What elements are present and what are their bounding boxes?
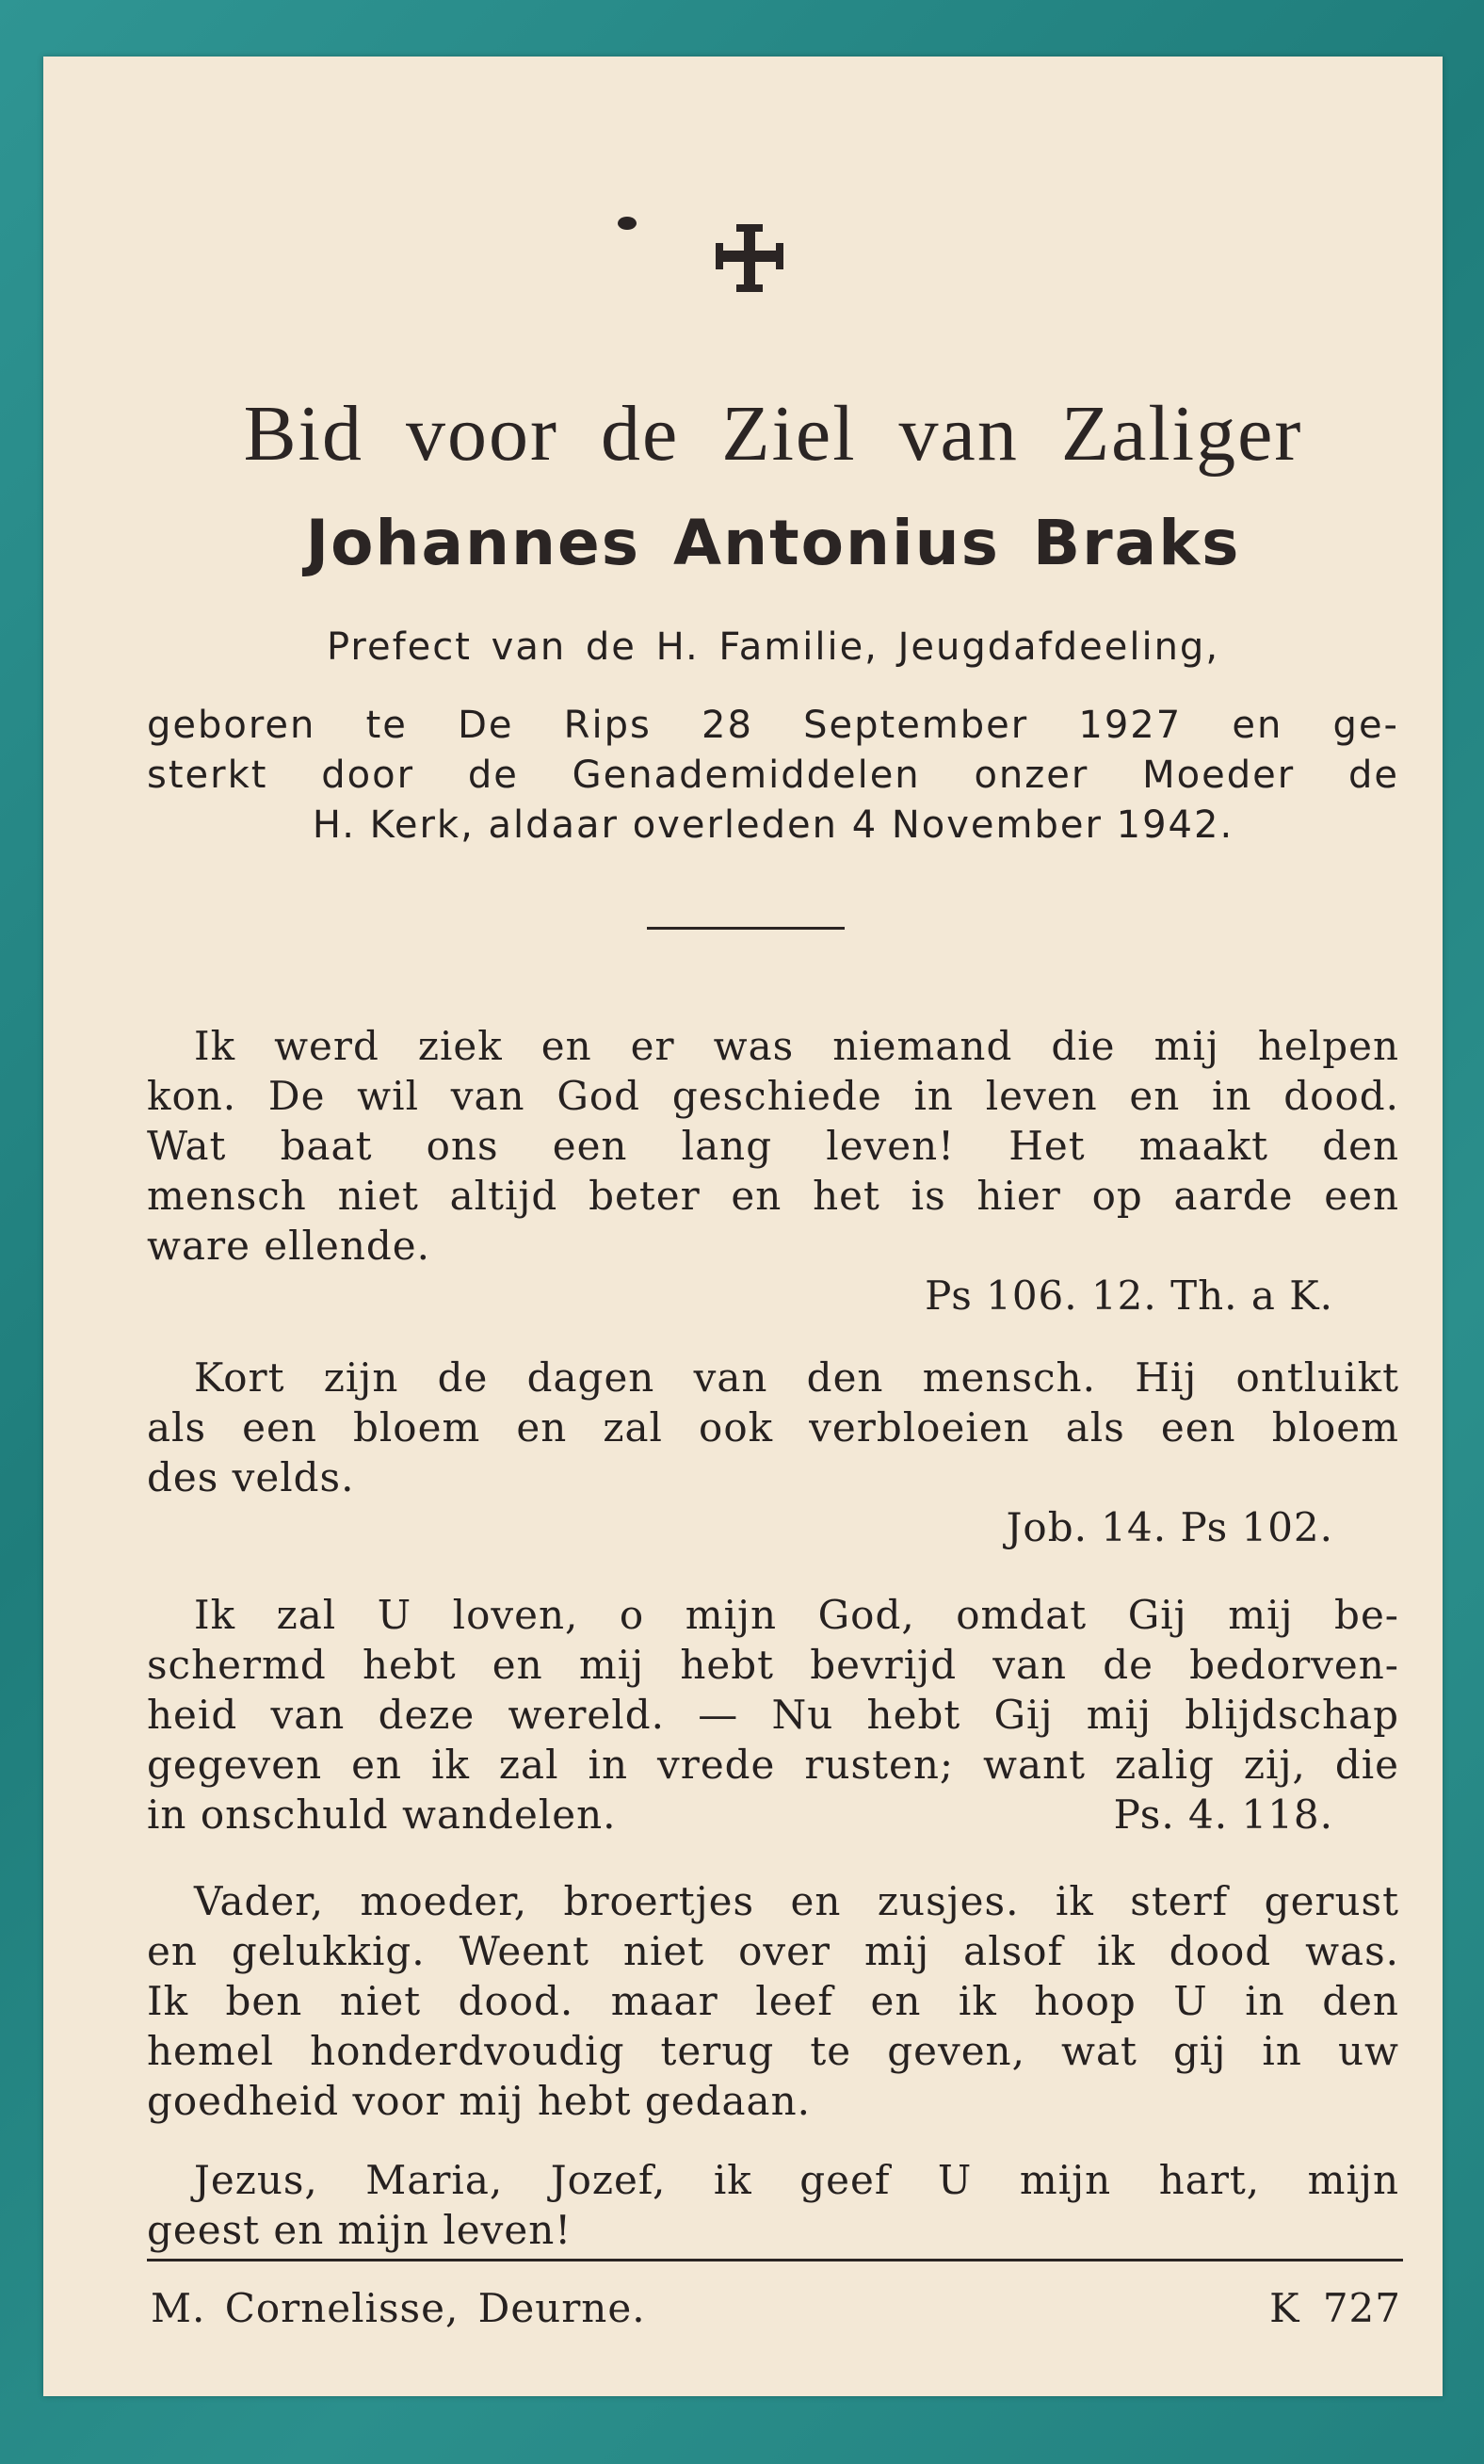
- card-title: Bid voor de Ziel van Zaliger: [243, 390, 1303, 478]
- footer-rule: [147, 2259, 1403, 2261]
- cross-potent-icon: [712, 220, 787, 296]
- divider: [647, 927, 845, 930]
- passage-line: hemel honderdvoudig terug te geven, wat gij in uw: [147, 2028, 1399, 2074]
- card-code: K 727: [1269, 2285, 1401, 2331]
- role-line: Prefect van de H. Familie, Jeugdafdeeling,: [326, 625, 1220, 669]
- passage-line: kon. De wil van God geschiede in leven en in dood.: [147, 1073, 1399, 1119]
- passage-line: mensch niet altijd beter en het is hier op aarde een: [147, 1173, 1399, 1219]
- passage-line: en gelukkig. Weent niet over mij alsof ik dood was.: [147, 1928, 1399, 1974]
- scripture-reference: Ps. 4. 118.: [1113, 1791, 1333, 1838]
- passage-line: Ik ben niet dood. maar leef en ik hoop U in den: [147, 1978, 1399, 2024]
- passage-line: heid van deze wereld. — Nu hebt Gij mij blijdschap: [147, 1692, 1399, 1738]
- passage-line: goedheid voor mij hebt gedaan.: [147, 2078, 811, 2124]
- passage-1: [147, 1021, 1399, 1321]
- passage-line: Wat baat ons een lang leven! Het maakt den: [147, 1123, 1399, 1169]
- passage-line: Ik werd ziek en er was niemand die mij helpen: [194, 1023, 1399, 1069]
- passage-line: ware ellende.: [147, 1223, 430, 1269]
- passage-3: [147, 1590, 1399, 1840]
- ink-spot: [618, 217, 637, 230]
- passage-line: Ik zal U loven, o mijn God, omdat Gij mij be-: [194, 1592, 1399, 1638]
- passage-2: [147, 1353, 1399, 1552]
- printer-imprint: M. Cornelisse, Deurne.: [151, 2285, 646, 2331]
- birth-line: sterkt door de Genademiddelen onzer Moeder de: [147, 754, 1399, 797]
- passage-5: [147, 2155, 1399, 2255]
- passage-4: [147, 1876, 1399, 2126]
- scripture-reference: Ps 106. 12. Th. a K.: [925, 1273, 1333, 1319]
- passage-line: in onschuld wandelen.: [147, 1791, 617, 1838]
- deceased-name: Johannes Antonius Braks: [305, 507, 1241, 579]
- passage-line: Vader, moeder, broertjes en zusjes. ik sterf gerust: [194, 1878, 1399, 1924]
- passage-line: Jezus, Maria, Jozef, ik geef U mijn hart, mijn: [194, 2157, 1399, 2203]
- birth-line: H. Kerk, aldaar overleden 4 November 1942.: [312, 803, 1234, 847]
- passage-line: schermd hebt en mij hebt bevrijd van de bedorven-: [147, 1642, 1399, 1688]
- memorial-card: [43, 57, 1443, 2396]
- passage-line: geest en mijn leven!: [147, 2207, 573, 2253]
- birth-line: geboren te De Rips 28 September 1927 en ge-: [147, 704, 1399, 747]
- passage-line: Kort zijn de dagen van den mensch. Hij ontluikt: [194, 1354, 1399, 1401]
- passage-line: als een bloem en zal ook verbloeien als een bloem: [147, 1404, 1399, 1451]
- passage-line: gegeven en ik zal in vrede rusten; want zalig zij, die: [147, 1742, 1399, 1788]
- scripture-reference: Job. 14. Ps 102.: [1006, 1504, 1333, 1550]
- birth-death-text: [147, 701, 1399, 851]
- passage-last-line: [147, 1790, 1399, 1840]
- passage-line: des velds.: [147, 1454, 355, 1500]
